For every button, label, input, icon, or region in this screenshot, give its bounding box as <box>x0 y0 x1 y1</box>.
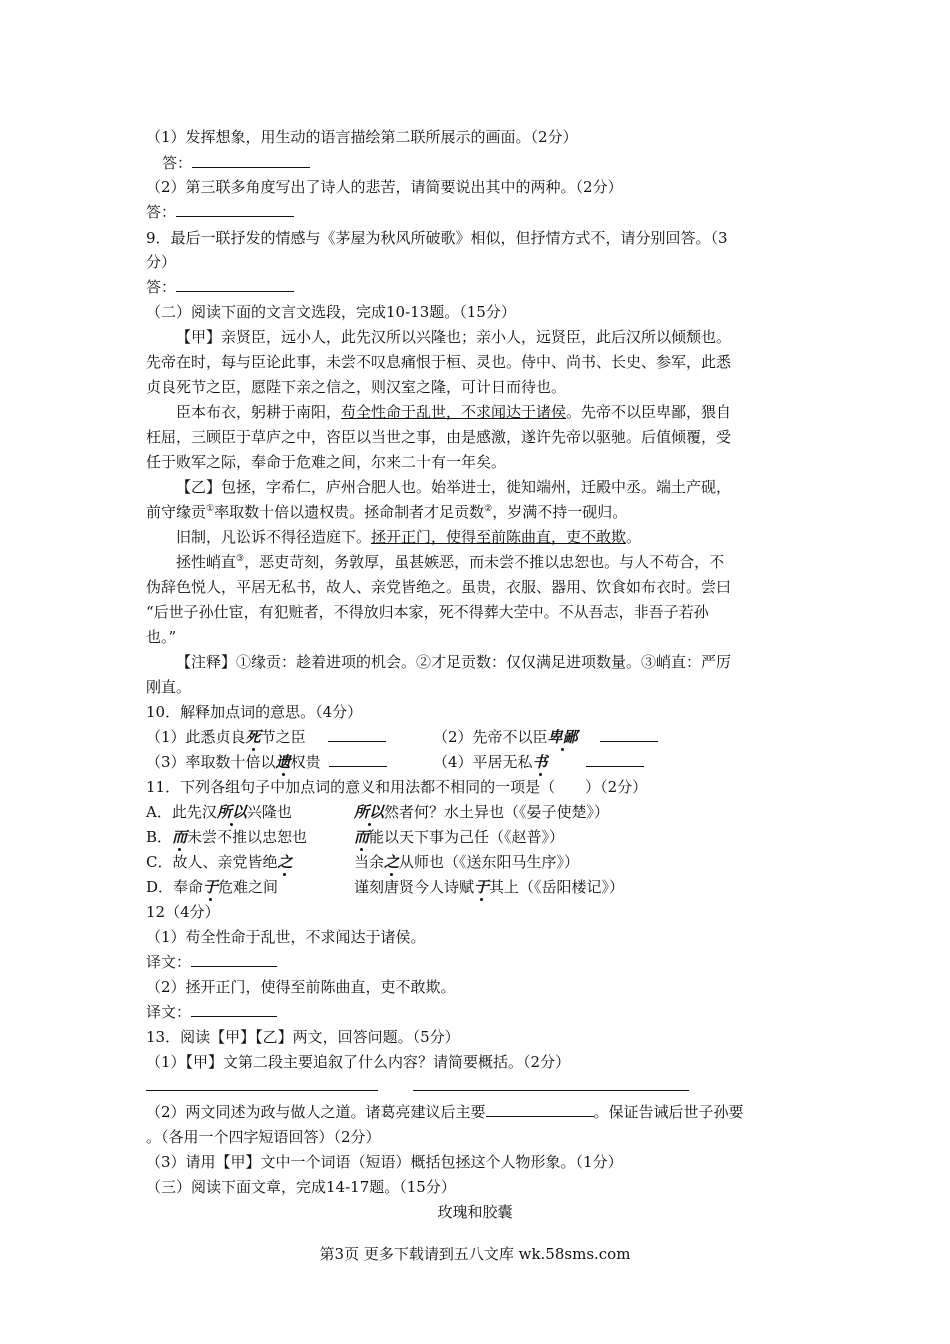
text: 危难之间 <box>218 878 279 896</box>
yi-para3-line4: 也。” <box>146 628 177 646</box>
text: （4）平居无私 <box>433 753 533 771</box>
dotted-word: 而 <box>172 828 188 846</box>
q11-title: 11．下列各组句子中加点词的意义和用法都不相同的一项是（ ）（2分） <box>146 778 648 796</box>
text: B． <box>146 828 173 846</box>
answer-blank[interactable] <box>329 752 387 767</box>
text: 从师也（《送东阳马生序》） <box>399 853 580 871</box>
text: 。先帝不以臣卑鄙，猥自 <box>566 403 732 421</box>
q8-answer1 <box>162 153 310 173</box>
dotted-word: 书 <box>532 753 548 771</box>
q12-sentence2: （2）拯开正门，使得至前陈曲直，吏不敢欺。 <box>146 978 456 996</box>
translation-label: 译文： <box>146 1003 192 1021</box>
q12-title: 12（4分） <box>146 903 220 921</box>
q9-answer <box>146 277 294 297</box>
note-mark-1: ① <box>206 504 215 514</box>
jia-para2-line2: 枉屈，三顾臣于草庐之中，咨臣以当世之事，由是感激，遂许先帝以驱驰。后值倾覆，受 <box>146 428 732 446</box>
underlined-sentence: 苟全性命于乱世，不求闻达于诸侯 <box>341 403 567 421</box>
jia-para2-line1 <box>176 402 731 422</box>
dotted-word: 遗 <box>275 753 291 771</box>
text: 率取数十倍以遗权贵。拯命制者才足贡数 <box>214 503 485 521</box>
text: 拯性峭直 <box>176 553 237 571</box>
text: 。 <box>626 528 642 546</box>
text: 节之臣 <box>260 728 306 746</box>
q10-item3 <box>146 752 387 772</box>
page-footer: 第3页 更多下载请到五八文库 wk.58sms.com <box>319 1245 631 1263</box>
q8-answer2 <box>146 202 294 222</box>
q9-line2: 分） <box>146 253 177 271</box>
yi-para3-line2: 伪辞色悦人，平居无私书，故人、亲党皆绝之。虽贵，衣服、器用、饮食如布衣时。尝曰 <box>146 578 732 596</box>
text: （3）率取数十倍以 <box>146 753 276 771</box>
q13-sub2-line1 <box>146 1102 744 1122</box>
answer-blank[interactable] <box>191 1002 277 1017</box>
dotted-word: 死 <box>245 728 261 746</box>
text: 旧制，凡讼诉不得径造庭下。 <box>176 528 372 546</box>
answer-blank[interactable] <box>176 202 294 217</box>
q10-item4 <box>433 752 644 772</box>
text: （2）先帝不以臣 <box>433 728 548 746</box>
q11-option-a-right <box>354 802 609 822</box>
text: A．此先汉 <box>146 803 217 821</box>
answer-blank[interactable] <box>192 153 310 168</box>
q12-sentence1: （1）苟全性命于乱世，不求闻达于诸侯。 <box>146 928 426 946</box>
translation-label: 译文： <box>146 953 192 971</box>
q9-line1: 9．最后一联抒发的情感与《茅屋为秋风所破歌》相似，但抒情方式不，请分别回答。（3 <box>146 229 728 247</box>
answer-line-right[interactable] <box>413 1090 689 1091</box>
notes-line1: 【注释】①缘贡：趁着进项的机会。②才足贡数：仅仅满足进项数量。③峭直：严厉 <box>176 653 732 671</box>
yi-para1-line1: 【乙】包拯，字希仁，庐州合肥人也。始举进士，徙知端州，迁殿中丞。端土产砚， <box>176 478 732 496</box>
text: 能以天下事为己任（《赵普》） <box>369 828 565 846</box>
text: 兴隆也 <box>246 803 292 821</box>
text: 前守缘贡 <box>146 503 207 521</box>
dotted-word: 所以 <box>216 803 247 821</box>
jia-para1-line3: 贞良死节之臣，愿陛下亲之信之，则汉室之隆，可计日而待也。 <box>146 378 567 396</box>
q11-option-b-right <box>354 827 564 847</box>
text: 然者何？水土异也（《晏子使楚》） <box>384 803 610 821</box>
jia-para1-line1: 【甲】亲贤臣，远小人，此先汉所以兴隆也；亲小人，远贤臣，此后汉所以倾颓也。 <box>176 328 732 346</box>
dotted-word: 之 <box>277 853 293 871</box>
q10-item1 <box>146 727 386 747</box>
notes-line2: 刚直。 <box>146 678 192 696</box>
answer-blank[interactable] <box>486 1102 594 1117</box>
underlined-sentence: 拯开正门，使得至前陈曲直，吏不敢欺 <box>371 528 627 546</box>
q13-sub2-line2: 。（各用一个四字短语回答）（2分） <box>146 1128 381 1146</box>
text: ，恶吏苛刻，务敦厚，虽甚嫉恶，而未尝不推以忠恕也。与人不苟合，不 <box>244 553 725 571</box>
q12-translation1 <box>146 952 277 972</box>
q10-item2 <box>433 727 658 747</box>
q11-option-b-left <box>146 827 307 847</box>
yi-para3-line1 <box>176 552 724 572</box>
answer-blank[interactable] <box>191 952 277 967</box>
text: （2）两文同述为政与做人之道。诸葛亮建议后主要 <box>146 1103 486 1121</box>
dotted-word: 之 <box>384 853 400 871</box>
answer-blank[interactable] <box>328 727 386 742</box>
q8-sub1: （1）发挥想象，用生动的语言描绘第二联所展示的画面。（2分） <box>146 128 578 146</box>
q11-option-c-left <box>146 852 293 872</box>
answer-label: 答： <box>162 154 193 172</box>
dotted-word: 于 <box>474 878 490 896</box>
text: D．奉命 <box>146 878 204 896</box>
answer-label: 答： <box>146 203 177 221</box>
q13-title: 13．阅读【甲】【乙】两文，回答问题。（5分） <box>146 1028 460 1046</box>
q11-option-c-right <box>354 852 579 872</box>
answer-blank[interactable] <box>586 752 644 767</box>
text: 其上（《岳阳楼记》） <box>489 878 625 896</box>
dotted-word: 卑鄙 <box>547 728 578 746</box>
text: （1）此悉贞良 <box>146 728 246 746</box>
q11-option-d-left <box>146 877 278 897</box>
q8-sub2: （2）第三联多角度写出了诗人的悲苦，请简要说出其中的两种。（2分） <box>146 178 623 196</box>
answer-label: 答： <box>146 278 177 296</box>
dotted-word: 所以 <box>354 803 385 821</box>
text: 。保证告诫后世子孙要 <box>593 1103 744 1121</box>
text: 未尝不推以忠恕也 <box>187 828 308 846</box>
note-mark-2: ② <box>484 504 493 514</box>
text: 谨刻唐贤今人诗赋 <box>354 878 475 896</box>
dotted-word: 而 <box>354 828 370 846</box>
q13-sub1: （1）【甲】文第二段主要追叙了什么内容？请简要概括。（2分） <box>146 1053 571 1071</box>
text: C．故人、亲党皆绝 <box>146 853 278 871</box>
article-title: 玫瑰和胶囊 <box>437 1203 513 1221</box>
jia-para2-line3: 任于败军之际，奉命于危难之间，尔来二十有一年矣。 <box>146 453 507 471</box>
yi-para2 <box>176 527 641 547</box>
section2-heading: （二）阅读下面的文言文选段，完成10-13题。（15分） <box>146 303 516 321</box>
answer-line-left[interactable] <box>146 1090 378 1091</box>
q13-sub3: （3）请用【甲】文中一个词语（短语）概括包拯这个人物形象。（1分） <box>146 1153 623 1171</box>
jia-para1-line2: 先帝在时，每与臣论此事，未尝不叹息痛恨于桓、灵也。侍中、尚书、长史、参军，此悉 <box>146 353 732 371</box>
text: ，岁满不持一砚归。 <box>492 503 628 521</box>
answer-blank[interactable] <box>176 277 294 292</box>
section3-heading: （三）阅读下面文章，完成14-17题。（15分） <box>146 1178 456 1196</box>
answer-blank[interactable] <box>600 727 658 742</box>
text: 臣本布衣，躬耕于南阳， <box>176 403 342 421</box>
dotted-word: 于 <box>203 878 219 896</box>
q11-option-a-left <box>146 802 292 822</box>
q11-option-d-right <box>354 877 624 897</box>
q10-title: 10．解释加点词的意思。（4分） <box>146 703 363 721</box>
text: 权贵 <box>290 753 321 771</box>
note-mark-3: ③ <box>236 554 245 564</box>
yi-para3-line3: “后世子孙仕宦，有犯赃者，不得放归本家，死不得葬大茔中。不从吾志，非吾子若孙 <box>146 603 709 621</box>
yi-para1-line2 <box>146 502 627 522</box>
q12-translation2 <box>146 1002 277 1022</box>
text: 当余 <box>354 853 385 871</box>
